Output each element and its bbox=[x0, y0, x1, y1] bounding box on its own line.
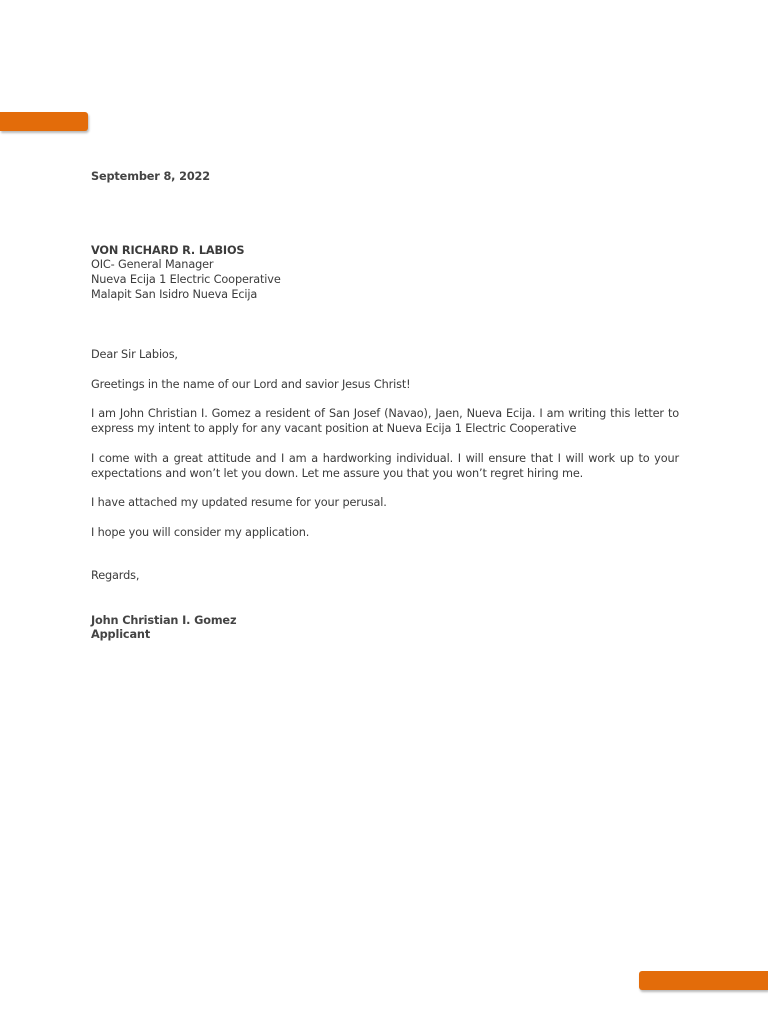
recipient-address: Malapit San Isidro Nueva Ecija bbox=[91, 288, 258, 301]
salutation: Dear Sir Labios, bbox=[91, 348, 178, 361]
paragraph-greeting: Greetings in the name of our Lord and savior Jesus Christ! bbox=[91, 378, 411, 391]
signature-role: Applicant bbox=[91, 628, 151, 641]
paragraph-resume: I have attached my updated resume for your perusal. bbox=[91, 496, 387, 509]
paragraph-consider: I hope you will consider my application. bbox=[91, 526, 310, 539]
closing: Regards, bbox=[91, 569, 140, 582]
accent-bar-bottom bbox=[639, 971, 768, 990]
recipient-organization: Nueva Ecija 1 Electric Cooperative bbox=[91, 273, 281, 286]
recipient-title: OIC- General Manager bbox=[91, 258, 214, 271]
signature-name: John Christian I. Gomez bbox=[91, 614, 237, 627]
paragraph-attitude: I come with a great attitude and I am a hardworking individual. I will ensure that I will work up to your expectations and won’t let you down. Let me assure you that you won’t regret hiring me. bbox=[91, 452, 679, 480]
letter-date: September 8, 2022 bbox=[91, 170, 210, 183]
recipient-name: VON RICHARD R. LABIOS bbox=[91, 244, 245, 257]
accent-bar-top bbox=[0, 112, 88, 131]
paragraph-intro: I am John Christian I. Gomez a resident of San Josef (Navao), Jaen, Nueva Ecija. I am writing this letter to express my intent to apply for any vacant position at Nueva Ecija 1 Electric Cooperative bbox=[91, 407, 679, 435]
